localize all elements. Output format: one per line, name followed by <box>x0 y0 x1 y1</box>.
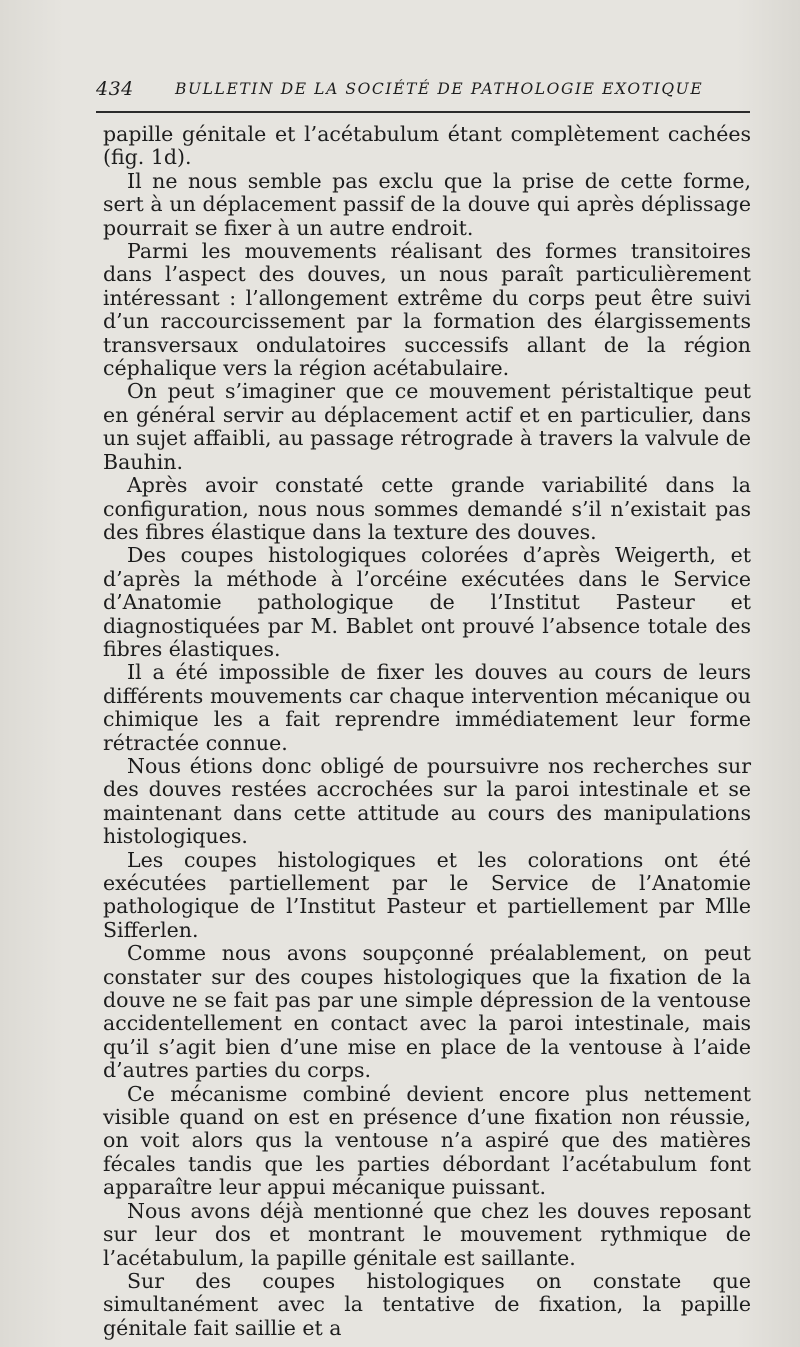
paragraph: Nous avons déjà mentionné que chez les douves reposant sur leur dos et montrant le mouvement rythmique de l’acétabulum, la papille génitale est saillante. <box>103 1198 751 1270</box>
paragraph: Comme nous avons soupçonné préalablement, on peut constater sur des coupes histologiques que la fixation de la douve ne se fait pas par une simple dépression de la ventouse accidentellement en contact avec la paroi intestinale, mais qu’il s’agit bien d’une mise en place de la ventouse à l’aide d’autres parties du corps. <box>103 941 751 1083</box>
body-text <box>103 123 751 1340</box>
header-rule <box>96 111 750 113</box>
page-header <box>96 78 750 110</box>
paragraph: Parmi les mouvements réalisant des formes transitoires dans l’aspect des douves, un nous paraît particulièrement intéressant : l’allongement extrême du corps peut être suivi d’un raccourcissement par la formation des élargissements transversaux ondulatoires successifs allant de la région céphalique vers la région acétabulaire. <box>103 239 751 381</box>
paragraph: Nous étions donc obligé de poursuivre nos recherches sur des douves restées accrochées sur la paroi intestinale et se maintenant dans cette attitude au cours des manipulations histologiques. <box>103 753 751 849</box>
paragraph: Ce mécanisme combiné devient encore plus nettement visible quand on est en présence d’une fixation non réussie, on voit alors qus la ventouse n’a aspiré que des matières fécales tandis que les parties débordant l’acétabulum font apparaître leur appui mécanique puissant. <box>103 1081 751 1200</box>
paragraph: Après avoir constaté cette grande variabilité dans la configuration, nous nous sommes demandé s’il n’existait pas des fibres élastique dans la texture des douves. <box>103 473 751 544</box>
running-title: BULLETIN DE LA SOCIÉTÉ DE PATHOLOGIE EXOTIQUE <box>175 80 704 98</box>
page-number: 434 <box>96 78 134 100</box>
paragraph: Des coupes histologiques colorées d’après Weigerth, et d’après la méthode à l’orcéine exécutées dans le Service d’Anatomie pathologique de l’Institut Pasteur et diagnostiquées par M. Bablet ont prouvé l’absence totale des fibres élastiques. <box>103 543 751 661</box>
paragraph: Sur des coupes histologiques on constate que simultanément avec la tentative de fixation, la papille génitale fait saillie et a <box>103 1268 751 1340</box>
paragraph-continued: papille génitale et l’acétabulum étant complètement cachées (fig. 1d). <box>103 122 751 170</box>
paragraph: Il ne nous semble pas exclu que la prise de cette forme, sert à un déplacement passif de la douve qui après déplissage pourrait se fixer à un autre endroit. <box>103 168 751 240</box>
paragraph: Il a été impossible de fixer les douves au cours de leurs différents mouvements car chaque intervention mécanique ou chimique les a fait reprendre immédiatement leur forme rétractée connue. <box>103 660 751 755</box>
paragraph: Les coupes histologiques et les colorations ont été exécutées partiellement par le Service de l’Anatomie pathologique de l’Institut Pasteur et partiellement par Mlle Sifferlen. <box>103 847 751 942</box>
paragraph: On peut s’imaginer que ce mouvement péristaltique peut en général servir au déplacement actif et en particulier, dans un sujet affaibli, au passage rétrograde à travers la valvule de Bauhin. <box>103 379 751 474</box>
